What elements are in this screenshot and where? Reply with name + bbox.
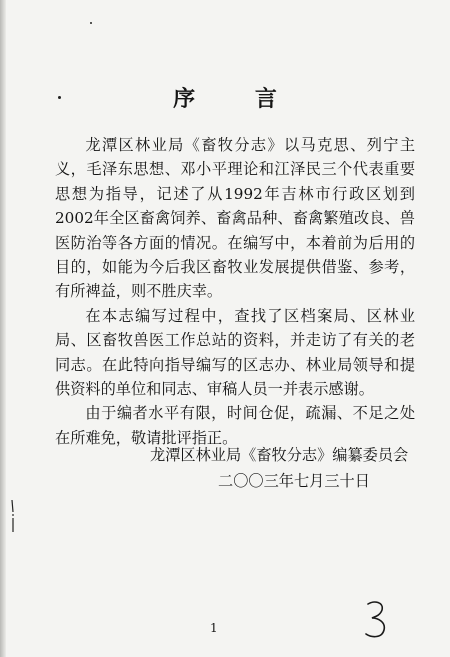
- preface-paragraph-3: 由于编者水平有限，时间仓促，疏漏、不足之处在所难免，敬请批评指正。: [55, 404, 415, 447]
- signature-date: 二〇〇三年七月三十日: [218, 472, 370, 490]
- handwritten-page-mark: [360, 598, 392, 642]
- scan-speck: [90, 22, 92, 24]
- preface-paragraph-2: 在本志编写过程中，查找了区档案局、区林业局、区畜牧兽医工作总站的资料，并走访了有关的老同志。在此特向指导编写的区志办、林业局领导和提供资料的单位和同志、审稿人员一并表示感谢。: [55, 306, 415, 399]
- preface-title: 序 言: [173, 86, 303, 112]
- signature-organization: 龙潭区林业局《畜牧分志》编纂委员会: [150, 446, 409, 464]
- margin-ink-mark: [8, 498, 18, 538]
- preface-body: [55, 133, 415, 450]
- page-number: 1: [210, 621, 218, 635]
- preface-paragraph-1: 龙潭区林业局《畜牧分志》以马克思、列宁主义，毛泽东思想、邓小平理论和江泽民三个代表重要思想为指导，记述了从1992年吉林市行政区划到2002年全区畜禽饲养、畜禽品种、畜禽繁殖改良、兽医防治等各方面的情况。在编写中，本着前为后用的目的，如能为今后我区畜牧业发展提供借鉴、参考，有所裨益，则不胜庆幸。: [55, 136, 415, 301]
